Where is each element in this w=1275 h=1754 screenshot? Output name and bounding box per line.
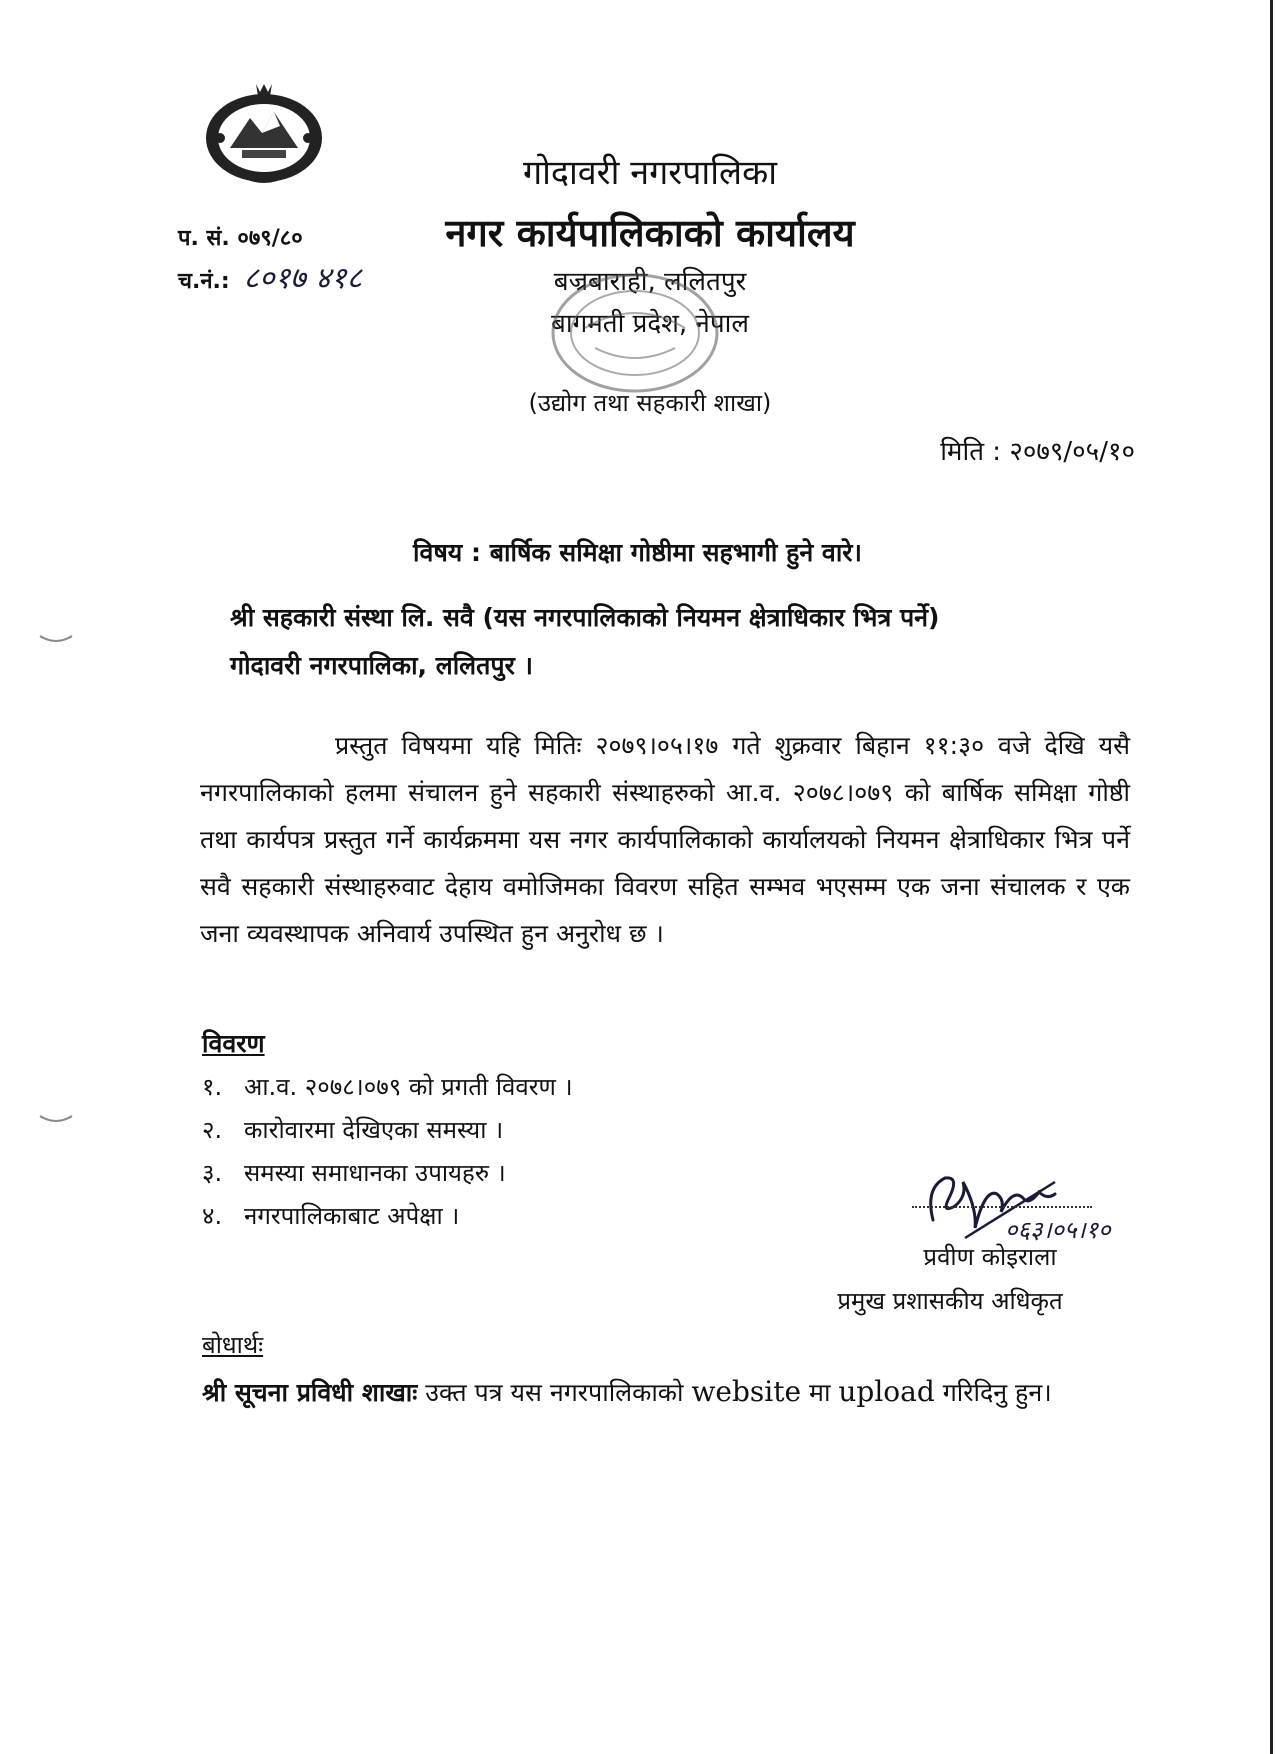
- details-heading: विवरण: [202, 1029, 265, 1058]
- list-item: [202, 1109, 573, 1152]
- cc-text-part-1: उक्त पत्र यस नगरपालिकाको: [417, 1378, 692, 1407]
- office-province: बागमती प्रदेश, नेपाल: [551, 309, 749, 339]
- cc-website-word: website: [691, 1375, 802, 1408]
- list-item-text: कारोवारमा देखिएका समस्या ।: [244, 1116, 504, 1144]
- signatory-designation: प्रमुख प्रशासकीय अधिकृत: [837, 1287, 1063, 1315]
- cc-text-part-3: गरिदिनु हुन।: [934, 1378, 1052, 1407]
- list-item: [202, 1195, 573, 1238]
- letter-date: मिति : २०७९/०५/१०: [940, 437, 1135, 467]
- dispatch-row: [178, 256, 362, 297]
- list-item-number: ४.: [202, 1202, 223, 1230]
- scan-mark-icon: [38, 1112, 74, 1126]
- signature-date: ०६३।०५।१०: [1005, 1216, 1111, 1244]
- government-emblem-icon: [200, 78, 328, 188]
- dispatch-label: च.नं.:: [178, 269, 230, 294]
- scan-mark-icon: [38, 632, 74, 646]
- list-item-text: आ.व. २०७८।०७९ को प्रगती विवरण ।: [244, 1073, 573, 1101]
- reference-number: प. सं. ०७९/८०: [178, 226, 303, 251]
- details-list: [202, 1066, 573, 1238]
- list-item-number: ३.: [202, 1159, 223, 1187]
- office-branch: (उद्योग तथा सहकारी शाखा): [528, 389, 772, 417]
- municipality-name: गोदावरी नगरपालिका: [522, 153, 778, 193]
- addressee-line-1: श्री सहकारी संस्था लि. सवै (यस नगरपालिकाको नियमन क्षेत्राधिकार भित्र पर्ने): [230, 603, 940, 632]
- handwritten-signature: [905, 1148, 1155, 1248]
- signatory-name: प्रवीण कोइराला: [923, 1243, 1057, 1271]
- list-item-number: १.: [202, 1073, 223, 1101]
- cc-upload-word: upload: [838, 1375, 935, 1408]
- cc-recipient: श्री सूचना प्रविधी शाखाः: [202, 1378, 418, 1407]
- list-item-text: समस्या समाधानका उपायहरु ।: [244, 1159, 506, 1187]
- letter-body: प्रस्तुत विषयमा यहि मितिः २०७९।०५।१७ गते शुक्रवार बिहान ११:३० वजे देखि यसै नगरपालिकाको हलमा संचालन हुने सहकारी संस्थाहरुको आ.व. २०७८।०७९ को बार्षिक समिक्षा गोष्ठी तथा कार्यपत्र प्रस्तुत गर्ने कार्यक्रममा यस नगर कार्यपालिकाको कार्यालयको नियमन क्षेत्राधिकार भित्र पर्ने सवै सहकारी संस्थाहरुवाट देहाय वमोजिमका विवरण सहित सम्भव भएसम्म एक जना संचालक र एक जना व्यवस्थापक अनिवार्य उपस्थित हुन अनुरोध छ ।: [200, 731, 1130, 948]
- office-stamp-icon: [545, 268, 725, 398]
- list-item: [202, 1066, 573, 1109]
- list-item: [202, 1152, 573, 1195]
- scan-edge-line: [1270, 0, 1273, 1754]
- addressee-line-2: गोदावरी नगरपालिका, ललितपुर ।: [230, 651, 533, 680]
- list-item-text: नगरपालिकाबाट अपेक्षा ।: [244, 1202, 460, 1230]
- list-item-number: २.: [202, 1116, 223, 1144]
- cc-heading: बोधार्थः: [202, 1331, 264, 1359]
- office-address: बज्रबाराही, ललितपुर: [553, 267, 747, 297]
- signature-line: [912, 1206, 1092, 1208]
- cc-text: [202, 1368, 1132, 1417]
- letter-subject: विषय : बार्षिक समिक्षा गोष्ठीमा सहभागी हुने वारे।: [412, 538, 863, 567]
- office-title: नगर कार्यपालिकाको कार्यालय: [445, 211, 855, 255]
- dispatch-number: ८०१७ ४१८: [243, 261, 363, 296]
- cc-text-part-2: मा: [801, 1378, 839, 1407]
